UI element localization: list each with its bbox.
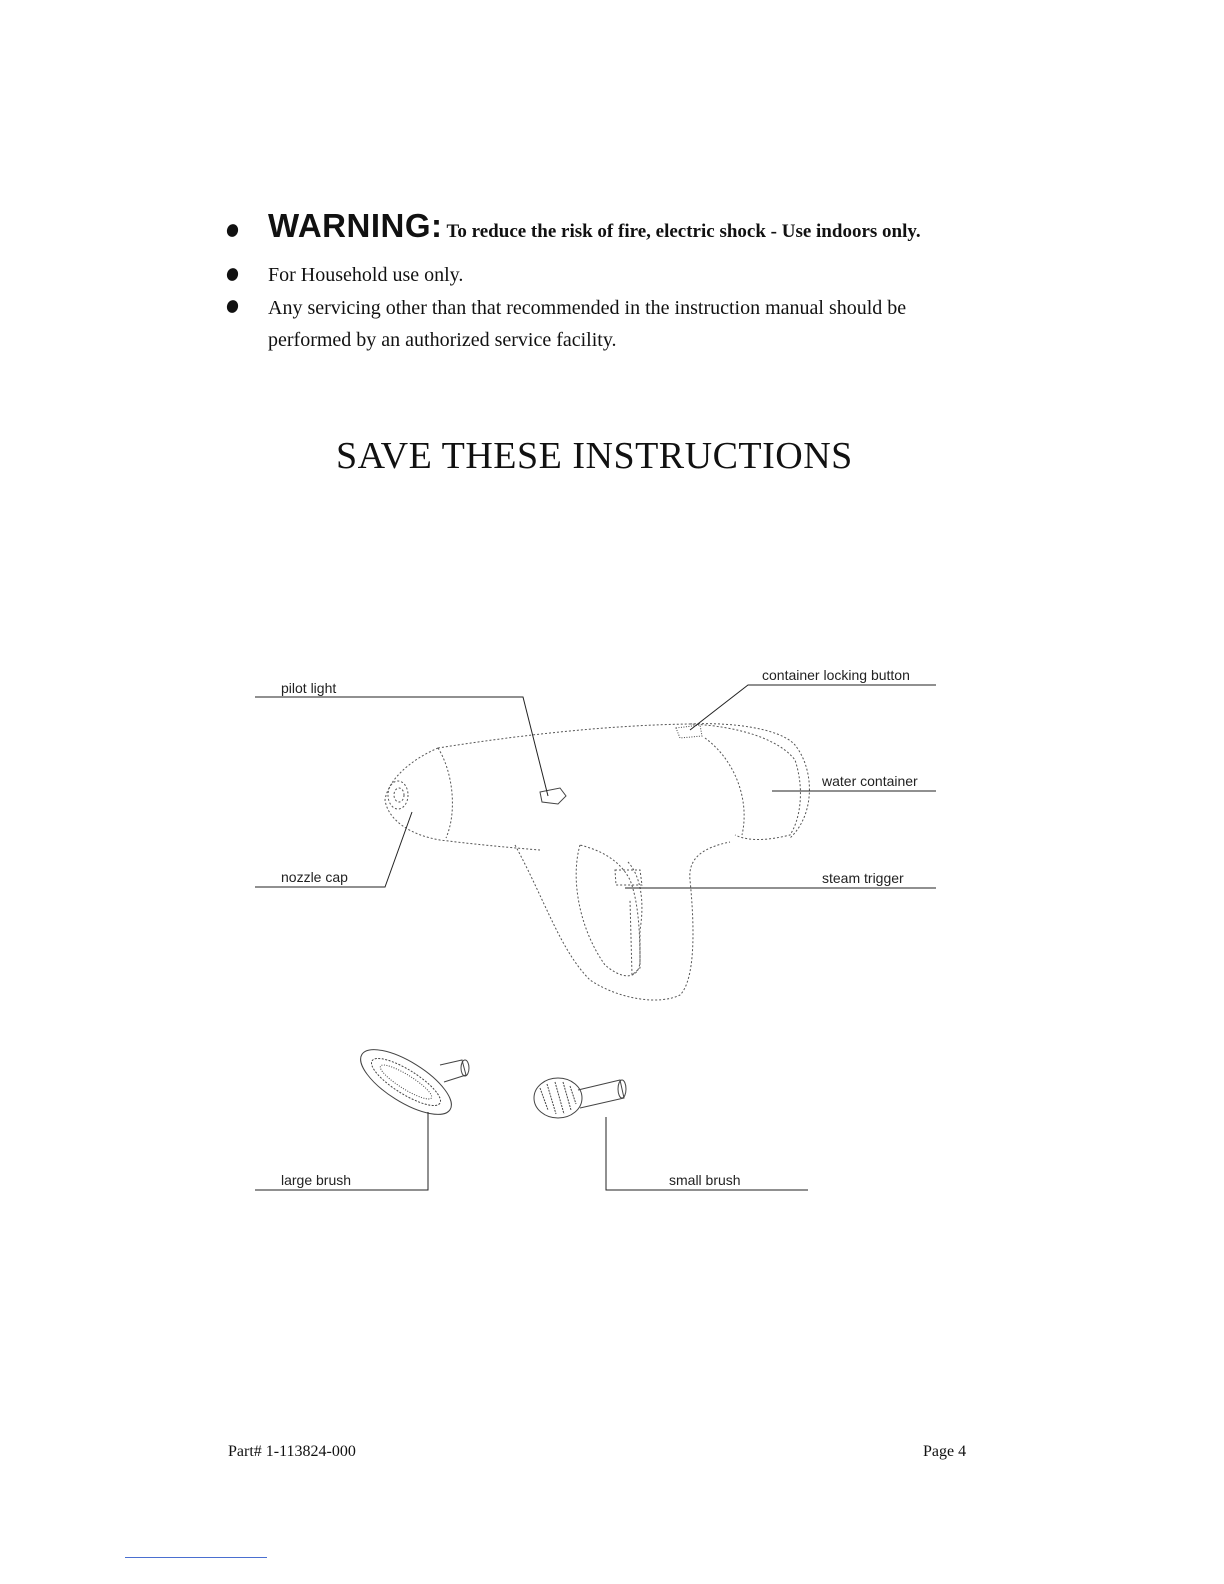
warning-label: WARNING:	[268, 207, 443, 244]
servicing-text-line1: Any servicing other than that recommended in the instruction manual should be	[268, 297, 907, 319]
steamer-body	[385, 724, 809, 1000]
warning-text: To reduce the risk of fire, electric shock - Use indoors only.	[446, 221, 921, 242]
label-large-brush: large brush	[281, 1172, 352, 1188]
pilot-light-shape	[540, 788, 566, 804]
label-pilot-light: pilot light	[281, 680, 337, 696]
label-water-container: water container	[822, 773, 918, 789]
page-number: Page 4	[923, 1443, 967, 1460]
label-steam-trigger: steam trigger	[822, 870, 904, 886]
label-small-brush: small brush	[669, 1172, 741, 1188]
leader-pilot-light	[255, 697, 548, 796]
small-brush-drawing	[534, 1078, 626, 1118]
page-title: SAVE THESE INSTRUCTIONS	[336, 435, 853, 477]
bottom-rule	[125, 1557, 267, 1558]
leader-container-locking-button	[690, 685, 936, 730]
part-number: Part# 1-113824-000	[228, 1443, 356, 1460]
household-use-text: For Household use only.	[268, 264, 464, 286]
label-nozzle-cap: nozzle cap	[281, 869, 348, 885]
locking-button-shape	[676, 725, 702, 738]
large-brush-drawing	[351, 1037, 469, 1126]
label-container-locking-button: container locking button	[762, 667, 910, 683]
servicing-text-line2: performed by an authorized service facility.	[268, 329, 617, 351]
